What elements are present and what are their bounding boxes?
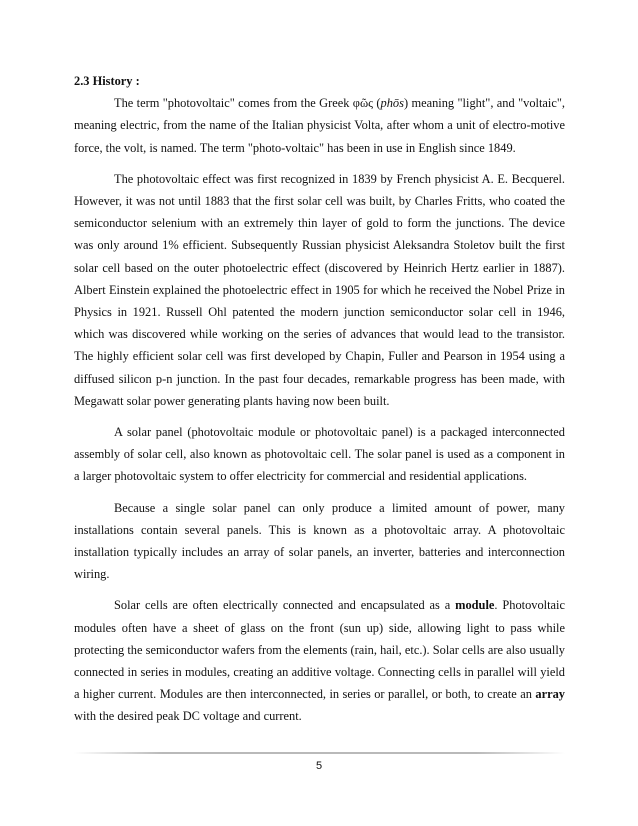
paragraph-text: . Photovoltaic modules often have a sheet of glass on the front (sun up) side, allowing light to pass while protecting the semiconductor wafers from the elements (rain, hail, etc.). Solar cells are also usually connected in series in modules, creating an additive voltage. Connecting cells in parallel will yield a higher current. Modules are then interconnected, in series or parallel, or both, to create an: [74, 598, 565, 702]
section-heading: 2.3 History :: [74, 74, 140, 88]
bold-term-array: array: [535, 687, 565, 702]
paragraph-modules: [74, 594, 565, 727]
paragraph-array: Because a single solar panel can only produce a limited amount of power, many installations contain several panels. This is known as a photovoltaic array. A photovoltaic installation typically includes an array of solar panels, an inverter, batteries and interconnection wiring.: [74, 500, 565, 582]
paragraph-text: The term "photovoltaic" comes from the Greek φῶς (: [114, 96, 381, 111]
paragraph-text: with the desired peak DC voltage and current.: [74, 709, 302, 724]
bold-term-module: module: [455, 598, 495, 613]
italic-term: phōs: [380, 96, 404, 111]
paragraph-text: Solar cells are often electrically connected and encapsulated as a: [114, 598, 456, 613]
page-content: [74, 70, 565, 737]
page-number: 5: [315, 760, 323, 772]
paragraph-etymology: [74, 92, 565, 159]
footer-divider: [74, 752, 565, 754]
paragraph-text: ) meaning "light", and "voltaic", meaning electric, from the name of the Italian physicist Volta, after whom a unit of electro-motive force, the volt, is named. The term "photo-voltaic" has been in use in English since 1849.: [74, 96, 566, 155]
paragraph-discovery: The photovoltaic effect was first recognized in 1839 by French physicist A. E. Becquerel. However, it was not until 1883 that the first solar cell was built, by Charles Fritts, who coated the semiconductor selenium with an extremely thin layer of gold to form the junctions. The device was only around 1% efficient. Subsequently Russian physicist Aleksandra Stoletov built the first solar cell based on the outer photoelectric effect (discovered by Heinrich Hertz earlier in 1887). Albert Einstein explained the photoelectric effect in 1905 for which he received the Nobel Prize in Physics in 1921. Russell Ohl patented the modern junction semiconductor solar cell in 1946, which was discovered while working on the series of advances that would lead to the transistor. The highly efficient solar cell was first developed by Chapin, Fuller and Pearson in 1954 using a diffused silicon p-n junction. In the past four decades, remarkable progress has been made, with Megawatt solar power generating plants having now been built.: [74, 171, 565, 408]
paragraph-solar-panel: A solar panel (photovoltaic module or photovoltaic panel) is a packaged interconnected assembly of solar cell, also known as photovoltaic cell. The solar panel is used as a component in a larger photovoltaic system to offer electricity for commercial and residential applications.: [74, 425, 565, 484]
